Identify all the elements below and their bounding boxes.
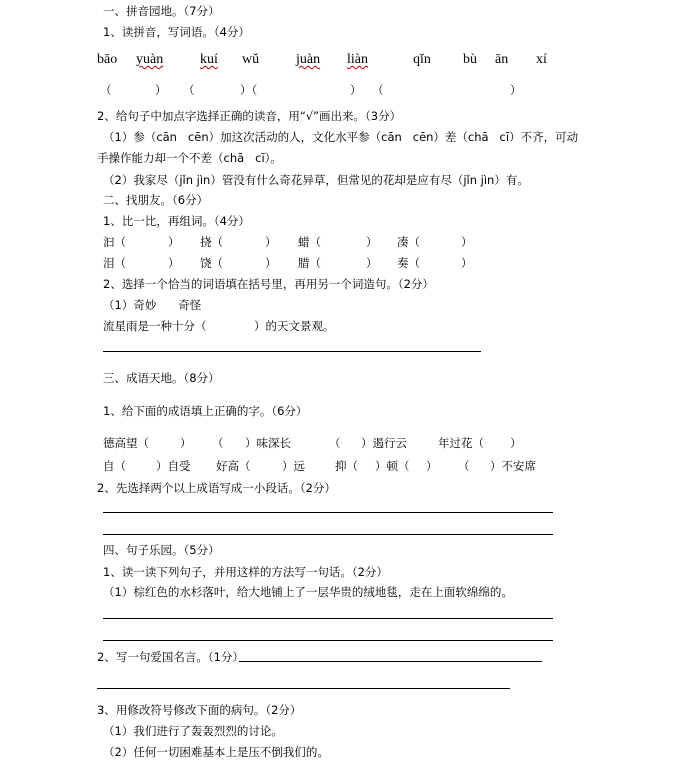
- idiom-part: （: [329, 436, 341, 450]
- question-2-2: 2、选择一个恰当的词语填在括号里，再用另一个词造句。（2分）: [103, 277, 434, 291]
- pinyin-bu: bù: [463, 52, 477, 67]
- idiom-part: 好高（: [216, 459, 251, 473]
- section-2-heading: 二、找朋友。（6分）: [103, 193, 209, 207]
- pinyin-xi: xí: [536, 52, 547, 67]
- pinyin-an: ān: [495, 52, 509, 67]
- compare-bracket-close: ）: [265, 256, 277, 270]
- question-4-3-item-1: （1）我们进行了轰轰烈烈的讨论。: [103, 724, 283, 738]
- answer-bracket-close: ）: [510, 83, 522, 97]
- idiom-part: ）味深长: [245, 436, 291, 450]
- question-4-1-sentence: （1）棕红色的水杉落叶，给大地铺上了一层华贵的绒地毯，走在上面软绵绵的。: [103, 585, 513, 599]
- idiom-part: 德高望（: [103, 436, 149, 450]
- section-1-heading: 一、拼音园地。（7分）: [103, 4, 220, 18]
- answer-line: [97, 688, 510, 689]
- question-1-2-item-1-line-2: 手操作能力却一个不差（chā cī）。: [97, 151, 282, 165]
- idiom-part: ）不安席: [490, 459, 536, 473]
- question-2-2-options: （1）奇妙 奇怪: [103, 298, 202, 312]
- answer-bracket-open: （: [183, 83, 195, 97]
- answer-bracket-open: （: [100, 83, 112, 97]
- idiom-part: ）自受: [156, 459, 191, 473]
- section-3-heading: 三、成语天地。（8分）: [103, 371, 220, 385]
- idiom-part: （: [212, 436, 224, 450]
- pinyin-bao: bāo: [97, 52, 118, 67]
- question-2-1: 1、比一比，再组词。（4分）: [103, 214, 250, 228]
- compare-char-3a: 蜡（: [298, 235, 321, 249]
- answer-line: [103, 351, 481, 352]
- compare-bracket-close: ）: [366, 256, 378, 270]
- idiom-part: ）遏行云: [361, 436, 407, 450]
- section-4-heading: 四、句子乐园。（5分）: [103, 543, 220, 557]
- compare-bracket-close: ）: [366, 235, 378, 249]
- answer-bracket-close: ）: [155, 83, 167, 97]
- idiom-part: ）顿（: [375, 459, 410, 473]
- compare-bracket-close: ）: [265, 235, 277, 249]
- answer-line: [103, 618, 553, 619]
- idiom-part: （: [458, 459, 470, 473]
- compare-char-3b: 腊（: [298, 256, 321, 270]
- pinyin-wu: wǔ: [242, 52, 260, 67]
- question-2-2-sentence: 流星雨是一种十分（ ）的天文景观。: [103, 319, 335, 333]
- question-3-1: 1、给下面的成语填上正确的字。（6分）: [103, 404, 308, 418]
- idiom-part: 自（: [103, 459, 126, 473]
- compare-char-2b: 饶（: [200, 256, 223, 270]
- answer-bracket-pair: ）（: [240, 83, 258, 97]
- idiom-part: ）: [426, 459, 438, 473]
- answer-bracket-open: （: [372, 83, 384, 97]
- question-4-3-item-2: （2）任何一切困难基本上是压不倒我们的。: [103, 745, 329, 759]
- idiom-part: ）: [510, 436, 522, 450]
- compare-bracket-close: ）: [168, 256, 180, 270]
- compare-bracket-close: ）: [168, 235, 180, 249]
- answer-bracket-close: ）: [350, 83, 362, 97]
- idiom-part: ）: [180, 436, 192, 450]
- answer-line: [103, 512, 553, 513]
- pinyin-juan: juàn: [296, 52, 321, 67]
- idiom-part: 年过花（: [438, 436, 484, 450]
- answer-line: [239, 661, 542, 662]
- pinyin-kui: kuí: [200, 52, 218, 67]
- compare-char-4b: 奏（: [397, 256, 420, 270]
- idiom-part: ）远: [282, 459, 305, 473]
- compare-char-4a: 凑（: [397, 235, 420, 249]
- compare-char-1b: 泪（: [103, 256, 126, 270]
- compare-bracket-close: ）: [461, 235, 473, 249]
- question-1-1: 1、读拼音，写词语。（4分）: [103, 25, 250, 39]
- question-1-2: 2、给句子中加点字选择正确的读音，用“√”画出来。（3分）: [97, 109, 402, 123]
- question-4-1: 1、读一读下列句子，并用这样的方法写一句话。（2分）: [103, 565, 388, 579]
- question-3-2: 2、先选择两个以上成语写成一小段话。（2分）: [97, 481, 336, 495]
- answer-line: [103, 640, 553, 641]
- compare-char-2a: 挠（: [200, 235, 223, 249]
- pinyin-yuan: yuàn: [136, 52, 164, 67]
- compare-bracket-close: ）: [461, 256, 473, 270]
- pinyin-lian: liàn: [347, 52, 368, 67]
- pinyin-qin: qǐn: [413, 52, 431, 67]
- idiom-part: 抑（: [335, 459, 358, 473]
- answer-line: [103, 534, 553, 535]
- question-1-2-item-1-line-1: （1）参（cān cēn）加这次活动的人，文化水平参（cān cēn）差（chā cī）不齐，可动: [103, 130, 579, 144]
- question-4-2: 2、写一句爱国名言。（1分）: [97, 650, 244, 664]
- compare-char-1a: 汩（: [103, 235, 126, 249]
- question-1-2-item-2: （2）我家尽（jǐn jìn）管没有什么奇花异草，但常见的花却是应有尽（jǐn jìn）有。: [103, 173, 529, 187]
- question-4-3: 3、用修改符号修改下面的病句。（2分）: [97, 703, 302, 717]
